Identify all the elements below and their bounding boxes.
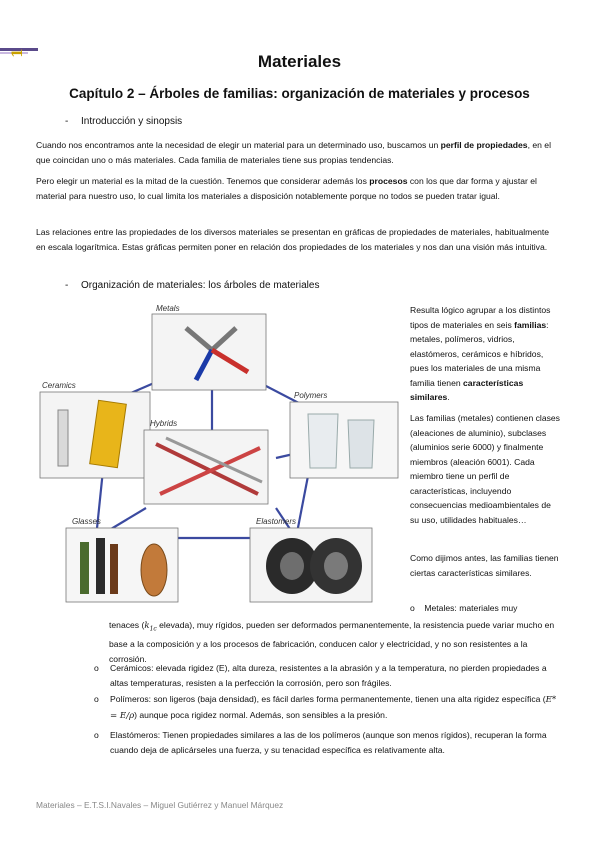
figure-label-metals: Metals <box>156 304 180 313</box>
hybrids-image <box>144 430 268 504</box>
figure-label-glasses: Glasses <box>72 517 101 526</box>
chapter-title: Capítulo 2 – Árboles de familias: organización de materiales y procesos <box>69 86 530 101</box>
ceramics-image <box>40 392 150 478</box>
specific-stiffness-formula: E* = E/ρ <box>110 695 557 721</box>
section-heading-intro <box>65 116 182 127</box>
paragraph-2: Pero elegir un material es la mitad de la cuestión. Tenemos que considerar además los procesos con los que dar forma y ajustar el material para nuestro uso, lo cual limita los materiales a disposición notablemente porque no todos se pueden tratar igual. <box>36 176 537 201</box>
list-ceramicos <box>94 661 564 690</box>
list-item: o Elastómeros: Tienen propiedades similares a las de los polímeros (aunque son menos rígidos), recuperan la forma cuando deja de aplicárseles una fuerza, y su tenacidad específica es relativamente alta. <box>94 730 547 755</box>
polymers-image <box>290 402 398 478</box>
materials-family-figure <box>36 298 402 610</box>
elastomers-image <box>250 528 372 602</box>
list-elastomeros <box>94 728 564 757</box>
figure-label-hybrids: Hybrids <box>150 419 178 428</box>
section-heading-text: Introducción y sinopsis <box>81 116 183 127</box>
figure-label-ceramics: Ceramics <box>42 381 76 390</box>
list-item: o Cerámicos: elevada rigidez (E), alta dureza, resistentes a la abrasión y a la temperatura, no pierden propiedades a altas temperaturas, resisten a la perfección la corrosión, pero son frágiles. <box>94 663 547 688</box>
figure-label-polymers: Polymers <box>294 391 328 400</box>
figure-label-elastomers: Elastomers <box>256 517 297 526</box>
section-heading-trees <box>65 280 319 291</box>
section-heading-text: Organización de materiales: los árboles de materiales <box>81 280 320 291</box>
metales-bullet-lead <box>410 603 517 613</box>
metales-continuation: tenaces ($k_{1c}$ elevada), muy rígidos, pueden ser deformados permanentemente, la resistencia puede variar mucho en base a la composición y a los procesos de fabricación, conducen calor y electricidad, y no son resistentes a la corrosión. <box>109 620 555 664</box>
paragraph-3: Las relaciones entre las propiedades de los diversos materiales se presentan en gráficas de propiedades de materiales, habitualmente en escala logarítmica. Estas gráficas permiten poner en relación dos propiedades de los materiales y nos dan una visión más intuitiva. <box>36 227 550 252</box>
page-footer: Materiales – E.T.S.I.Navales – Miguel Gutiérrez y Manuel Márquez <box>36 800 284 810</box>
bullet-marker: o <box>410 603 415 613</box>
side-paragraph-similar: Como dijimos antes, las familias tienen ciertas características similares. <box>410 553 559 578</box>
metals-image <box>152 314 266 390</box>
paragraph-1: Cuando nos encontramos ante la necesidad de elegir un material para un determinado uso, buscamos un perfil de propiedades, en el que coincidan uno o más materiales. Cada familia de materiales tiene sus propias tendencias. <box>36 140 551 165</box>
side-paragraph-families: Resulta lógico agrupar a los distintos tipos de materiales en seis familias: metales, polímeros, vidrios, elastómeros, cerámicos e híbridos, pues los materiales de una misma familia tienen características similares. <box>410 305 551 402</box>
list-polimeros <box>94 692 564 723</box>
bullet-marker: o <box>94 694 99 704</box>
section-dash: - <box>65 116 69 127</box>
glasses-image <box>66 528 178 602</box>
metales-lead-text: Metales: materiales muy <box>424 603 518 613</box>
bullet-marker: o <box>94 663 99 673</box>
bullet-marker: o <box>94 730 99 740</box>
page-title: Materiales <box>257 52 342 71</box>
side-paragraph-classes: Las familias (metales) contienen clases (aleaciones de aluminio), subclases (aluminios serie 6000) y finalmente miembros (aleación 6001). Cada miembro tiene un perfil de características, incluyendo consecuencias medioambientales de su uso, utilidades habituales… <box>410 413 560 525</box>
page-number: 1 <box>10 48 26 58</box>
list-item: o Polímeros: son ligeros (baja densidad), es fácil darles forma permanentemente, tienen una alta rigidez específica (E* = E/ρ) aunque poca rigidez normal. Además, son sensibles a la presión. <box>94 694 557 721</box>
section-dash: - <box>65 280 69 291</box>
